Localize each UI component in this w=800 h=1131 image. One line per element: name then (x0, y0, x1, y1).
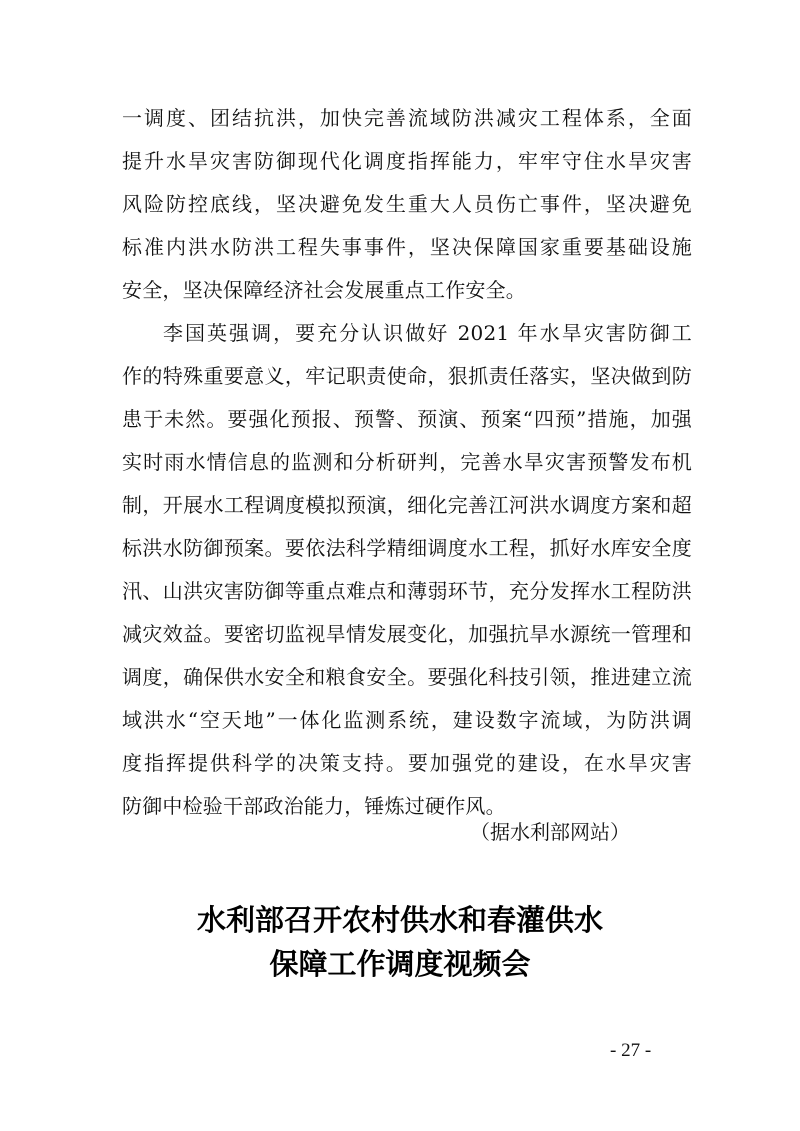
page-number: - 27 - (610, 1040, 652, 1061)
paragraph-line: 度指挥提供科学的决策支持。要加强党的建设，在水旱灾害 (122, 751, 692, 775)
paragraph-line: 提升水旱灾害防御现代化调度指挥能力，牢牢守住水旱灾害 (122, 149, 692, 173)
paragraph-line: 一调度、团结抗洪，加快完善流域防洪减灾工程体系，全面 (122, 106, 692, 130)
article-title-line-1: 水利部召开农村供水和春灌供水 (196, 903, 603, 937)
source-attribution: （据水利部网站） (470, 820, 630, 844)
paragraph-line: 作的特殊重要意义，牢记职责使命，狠抓责任落实，坚决做到防 (122, 364, 692, 388)
paragraph-line: 标洪水防御预案。要依法科学精细调度水工程，抓好水库安全度 (122, 536, 692, 560)
paragraph-line: 安全，坚决保障经济社会发展重点工作安全。 (122, 278, 526, 302)
paragraph-line: 标准内洪水防洪工程失事事件，坚决保障国家重要基础设施 (122, 235, 692, 259)
paragraph-line: 防御中检验干部政治能力，锤炼过硬作风。 (122, 794, 506, 818)
paragraph-line: 风险防控底线，坚决避免发生重大人员伤亡事件，坚决避免 (122, 192, 692, 216)
paragraph-line: 实时雨水情信息的监测和分析研判，完善水旱灾害预警发布机 (122, 450, 692, 474)
article-title-line-2: 保障工作调度视频会 (269, 947, 531, 981)
paragraph-line: 李国英强调，要充分认识做好 2021 年水旱灾害防御工 (163, 321, 692, 345)
paragraph-line: 制，开展水工程调度模拟预演，细化完善江河洪水调度方案和超 (122, 493, 692, 517)
paragraph-line: 汛、山洪灾害防御等重点难点和薄弱环节，充分发挥水工程防洪 (122, 579, 692, 603)
paragraph-line: 调度，确保供水安全和粮食安全。要强化科技引领，推进建立流 (122, 665, 692, 689)
paragraph-line: 患于未然。要强化预报、预警、预演、预案“四预”措施，加强 (122, 407, 692, 431)
paragraph-line: 减灾效益。要密切监视旱情发展变化，加强抗旱水源统一管理和 (122, 622, 692, 646)
paragraph-line: 域洪水“空天地”一体化监测系统，建设数字流域，为防洪调 (122, 708, 692, 732)
